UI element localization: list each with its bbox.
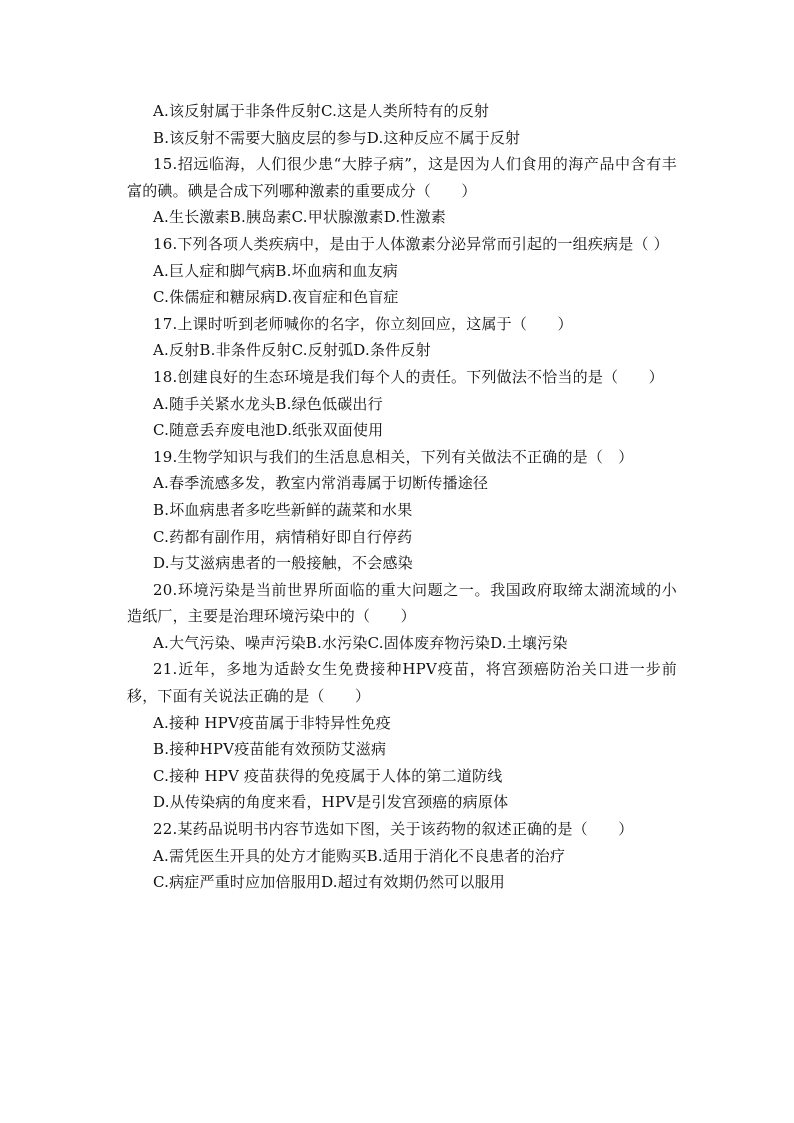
option-line: B.接种HPV疫苗能有效预防艾滋病 xyxy=(153,740,387,759)
option-line: A.反射B.非条件反射C.反射弧D.条件反射 xyxy=(153,341,431,360)
question-stem-19: 19.生物学知识与我们的生活息息相关，下列有关做法不正确的是（ ） xyxy=(153,447,634,466)
question-stem-15: 15.招远临海，人们很少患“大脖子病”，这是因为人们食用的海产品中含有丰富的碘。碘是合成下列哪种激素的重要成分（ ） xyxy=(127,155,677,200)
question-stem-21: 21.近年，多地为适龄女生免费接种HPV疫苗，将宫颈癌防治关口进一步前移，下面有关说法正确的是（ ） xyxy=(127,660,677,706)
question-stem-18: 18.创建良好的生态环境是我们每个人的责任。下列做法不恰当的是（ ） xyxy=(153,367,664,386)
question-text-block xyxy=(127,98,677,896)
option-line: C.随意丢弃废电池D.纸张双面使用 xyxy=(153,421,384,440)
option-line: A.大气污染、噪声污染B.水污染C.固体废弃物污染D.土壤污染 xyxy=(153,633,568,652)
option-line: A.春季流感多发，教室内常消毒属于切断传播途径 xyxy=(153,474,489,493)
question-stem-22: 22.某药品说明书内容节选如下图，关于该药物的叙述正确的是（ ） xyxy=(153,820,634,839)
option-line: A.需凭医生开具的处方才能购买B.适用于消化不良患者的治疗 xyxy=(153,846,566,865)
option-line: B.该反射不需要大脑皮层的参与D.这种反应不属于反射 xyxy=(153,128,521,147)
option-line: A.随手关紧水龙头B.绿色低碳出行 xyxy=(153,394,383,413)
question-stem-16: 16.下列各项人类疾病中，是由于人体激素分泌异常而引起的一组疾病是（ ） xyxy=(153,234,669,253)
option-line: A.接种 HPV疫苗属于非特异性免疫 xyxy=(153,713,391,732)
option-line: C.接种 HPV 疫苗获得的免疫属于人体的第二道防线 xyxy=(153,766,503,785)
option-line: D.从传染病的角度来看，HPV是引发宫颈癌的病原体 xyxy=(153,793,509,812)
option-line: A.巨人症和脚气病B.坏血病和血友病 xyxy=(153,261,398,280)
option-line: B.坏血病患者多吃些新鲜的蔬菜和水果 xyxy=(153,500,413,519)
question-stem-17: 17.上课时听到老师喊你的名字，你立刻回应，这属于（ ） xyxy=(153,314,573,333)
option-line: A.生长激素B.胰岛素C.甲状腺激素D.性激素 xyxy=(153,208,446,227)
option-line: A.该反射属于非条件反射C.这是人类所特有的反射 xyxy=(153,102,490,120)
question-stem-20: 20.环境污染是当前世界所面临的重大问题之一。我国政府取缔太湖流域的小造纸厂，主要是治理环境污染中的（ ） xyxy=(127,580,677,626)
option-line: C.侏儒症和糖尿病D.夜盲症和色盲症 xyxy=(153,288,399,307)
option-line: D.与艾滋病患者的一般接触，不会感染 xyxy=(153,554,413,573)
option-line: C.病症严重时应加倍服用D.超过有效期仍然可以服用 xyxy=(153,873,505,892)
option-line: C.药都有副作用，病情稍好即自行停药 xyxy=(153,527,413,546)
